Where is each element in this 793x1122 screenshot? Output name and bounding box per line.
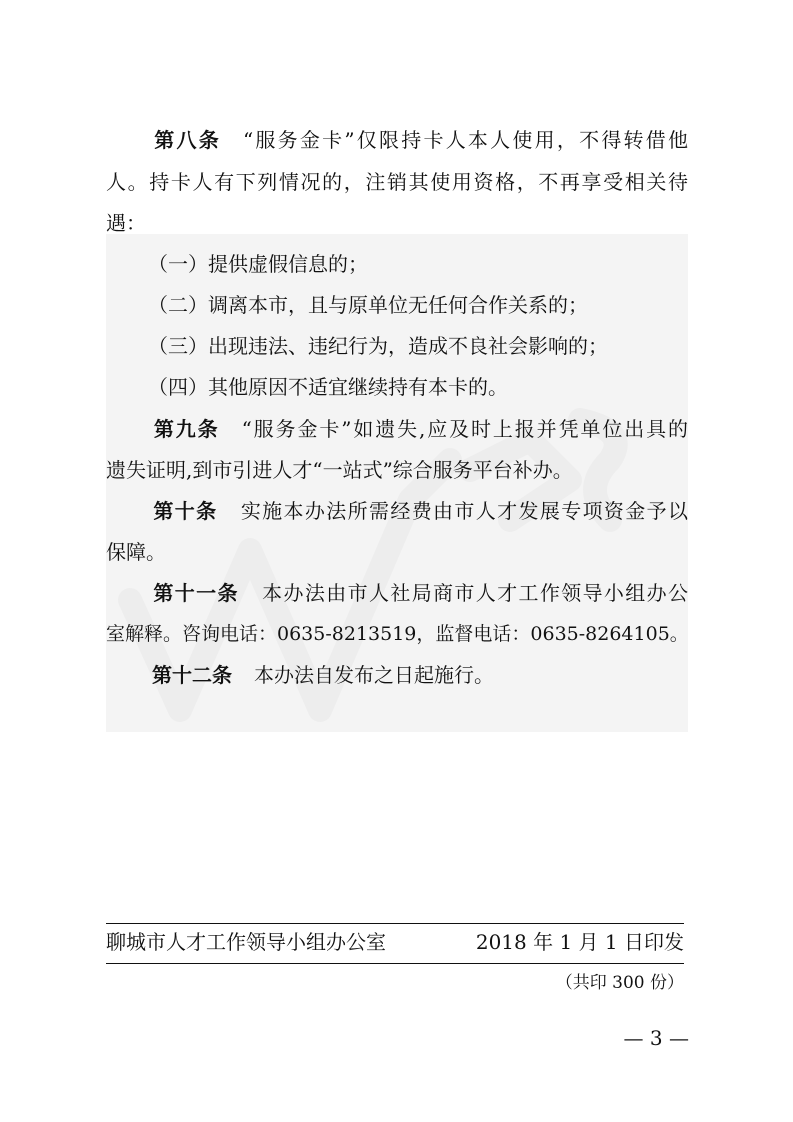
article-9-text-1: “服务金卡”如遗失,应及时上报并凭单位出具的 <box>241 417 689 441</box>
article-11-line-1 <box>106 573 688 613</box>
article-12-line-1 <box>106 655 688 695</box>
list-item-4: （四）其他原因不适宜继续持有本卡的。 <box>148 375 508 399</box>
article-12-heading: 第十二条 <box>152 663 232 687</box>
article-8-text-1: “服务金卡”仅限持卡人本人使用，不得转借他 <box>242 128 689 152</box>
article-8-line-1 <box>106 120 688 160</box>
footer-bottom-rule <box>106 963 684 964</box>
article-10-text-1: 实施本办法所需经费由市人才发展专项资金予以 <box>239 499 689 523</box>
list-item-1: （一）提供虚假信息的； <box>148 252 368 276</box>
article-8-line-2: 人。持卡人有下列情况的，注销其使用资格，不再享受相关待 <box>106 170 688 194</box>
article-11-line-2: 室解释。咨询电话：0635-8213519，监督电话：0635-8264105。 <box>106 623 689 645</box>
footer-date: 2018 年 1 月 1 日印发 <box>475 930 684 954</box>
article-10-line-2: 保障。 <box>106 540 166 564</box>
list-item-3: （三）出现违法、违纪行为，造成不良社会影响的； <box>148 334 608 358</box>
list-item-2: （二）调离本市，且与原单位无任何合作关系的； <box>148 293 588 317</box>
article-8-heading: 第八条 <box>152 128 221 152</box>
article-8-line-3: 遇： <box>106 211 146 235</box>
article-9-line-1 <box>106 409 688 449</box>
article-12-text-1: 本办法自发布之日起施行。 <box>254 663 494 687</box>
footer-issuer: 聊城市人才工作领导小组办公室 <box>106 930 386 954</box>
article-10-line-1 <box>106 491 688 531</box>
page-number: — 3 — <box>623 1026 689 1050</box>
article-9-heading: 第九条 <box>152 417 220 441</box>
article-9-line-2: 遗失证明,到市引进人才“一站式”综合服务平台补办。 <box>106 458 573 482</box>
article-10-heading: 第十条 <box>152 499 218 523</box>
footer-copies: （共印 300 份） <box>555 973 684 993</box>
article-11-text-1: 本办法由市人社局商市人才工作领导小组办公 <box>260 581 689 605</box>
article-11-heading: 第十一条 <box>152 581 239 605</box>
